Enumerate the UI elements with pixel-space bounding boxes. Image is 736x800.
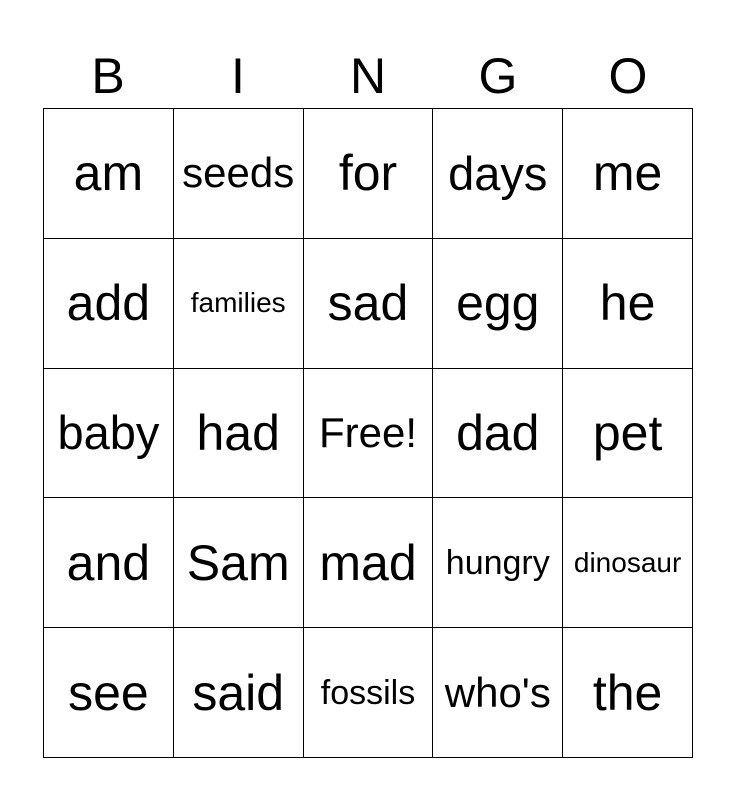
bingo-cell[interactable]: am bbox=[44, 109, 174, 239]
bingo-cell[interactable]: days bbox=[433, 109, 563, 239]
bingo-cell[interactable]: and bbox=[44, 498, 174, 628]
bingo-board bbox=[43, 108, 693, 758]
bingo-cell[interactable]: had bbox=[174, 369, 304, 499]
header-letter-o: O bbox=[608, 48, 648, 104]
free-space-cell[interactable]: Free! bbox=[304, 369, 434, 499]
bingo-cell[interactable]: Sam bbox=[174, 498, 304, 628]
bingo-cell[interactable]: add bbox=[44, 239, 174, 369]
header-letter-n: N bbox=[349, 48, 387, 104]
bingo-cell[interactable]: hungry bbox=[433, 498, 563, 628]
bingo-cell[interactable]: mad bbox=[304, 498, 434, 628]
bingo-cell[interactable]: fossils bbox=[304, 628, 434, 758]
bingo-header bbox=[43, 44, 693, 108]
bingo-cell[interactable]: he bbox=[563, 239, 693, 369]
bingo-cell[interactable]: pet bbox=[563, 369, 693, 499]
bingo-cell[interactable]: said bbox=[174, 628, 304, 758]
bingo-cell[interactable]: families bbox=[174, 239, 304, 369]
bingo-cell[interactable]: who's bbox=[433, 628, 563, 758]
bingo-cell[interactable]: seeds bbox=[174, 109, 304, 239]
bingo-cell[interactable]: egg bbox=[433, 239, 563, 369]
bingo-cell[interactable]: for bbox=[304, 109, 434, 239]
bingo-cell[interactable]: see bbox=[44, 628, 174, 758]
header-letter-g: G bbox=[478, 48, 518, 104]
bingo-cell[interactable]: dinosaur bbox=[563, 498, 693, 628]
bingo-cell[interactable]: dad bbox=[433, 369, 563, 499]
header-letter-i: I bbox=[231, 48, 245, 104]
header-letter-b: B bbox=[91, 48, 125, 104]
bingo-cell[interactable]: sad bbox=[304, 239, 434, 369]
bingo-cell[interactable]: baby bbox=[44, 369, 174, 499]
bingo-cell[interactable]: me bbox=[563, 109, 693, 239]
bingo-cell[interactable]: the bbox=[563, 628, 693, 758]
